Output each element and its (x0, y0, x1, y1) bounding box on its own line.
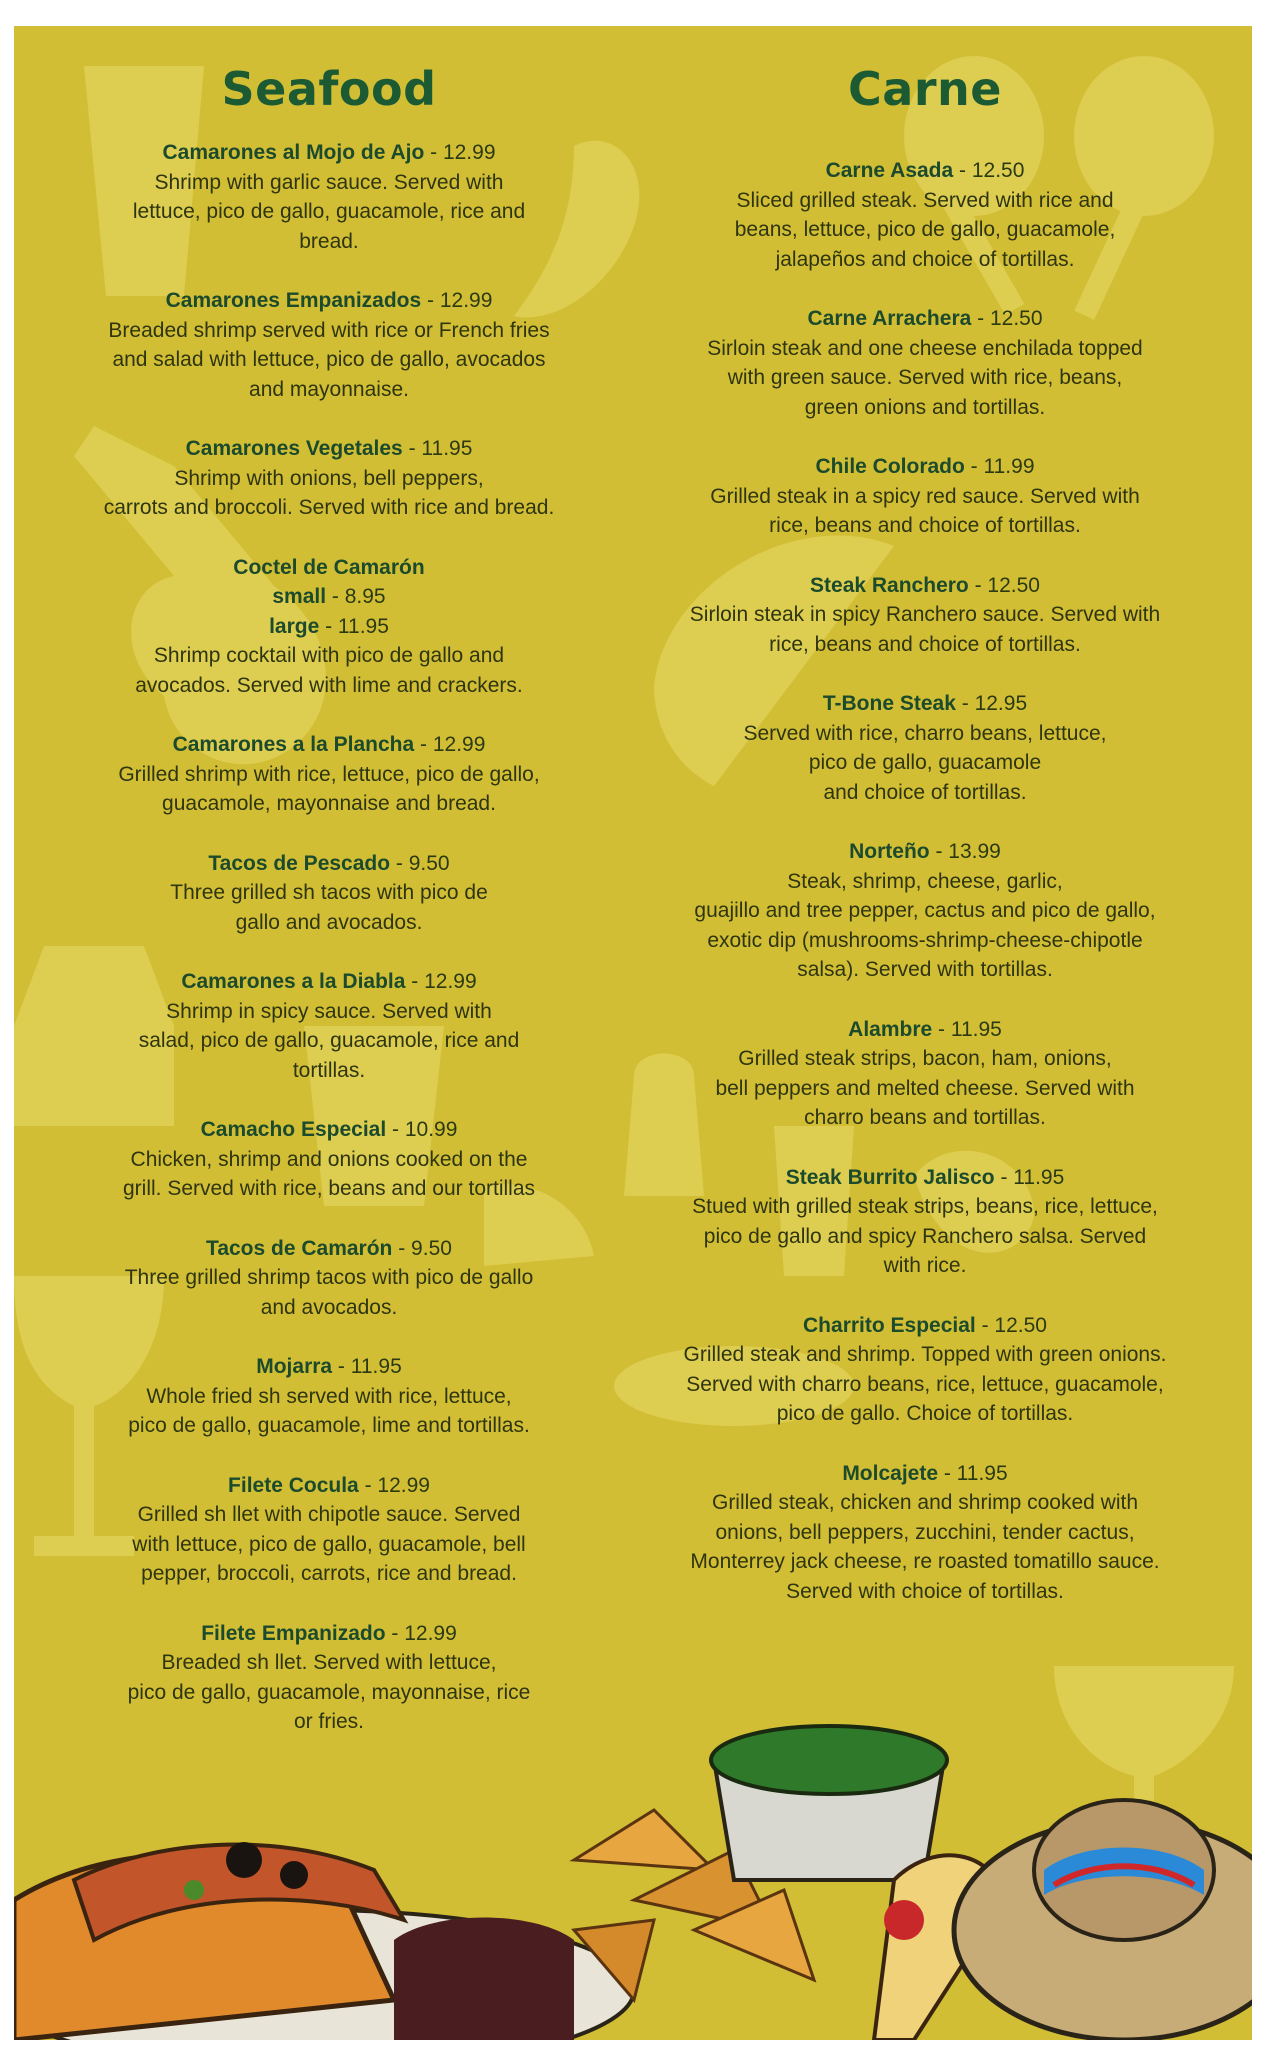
menu-item-name: Charrito Especial (803, 1313, 976, 1337)
menu-item (84, 730, 574, 819)
menu-item (660, 156, 1190, 274)
seafood-section (84, 62, 574, 1767)
menu-item-heading (84, 967, 574, 997)
menu-item-heading (660, 1015, 1190, 1045)
menu-item-name: Filete Empanizado (201, 1621, 386, 1645)
menu-item (84, 967, 574, 1085)
menu-item-description: Sliced grilled steak. Served with rice and beans, lettuce, pico de gallo, guacamole, jalapeños and choice of tortillas. (734, 188, 1116, 271)
menu-item-price: - 9.50 (392, 1236, 452, 1260)
menu-item-name: Carne Asada (825, 159, 954, 182)
menu-item-heading (660, 304, 1190, 334)
menu-item-name: Filete Cocula (228, 1473, 359, 1497)
menu-item-description: Chicken, shrimp and onions cooked on the grill. Served with rice, beans and our tortillas (122, 1147, 536, 1200)
menu-item-heading (84, 286, 574, 316)
menu-item-price: - 12.50 (975, 1313, 1047, 1337)
menu-item-price: - 12.99 (385, 1621, 457, 1645)
menu-item-name: Coctel de Camarón (233, 555, 425, 579)
menu-item-description: Shrimp with garlic sauce. Served with lettuce, pico de gallo, guacamole, rice and bread. (132, 170, 526, 253)
menu-item (660, 452, 1190, 541)
menu-item-heading (84, 1471, 574, 1501)
menu-item-name: Steak Burrito Jalisco (785, 1165, 995, 1189)
menu-item-price: - 12.50 (953, 159, 1025, 182)
menu-item (84, 286, 574, 404)
menu-item-heading (660, 1311, 1190, 1341)
menu-item (660, 689, 1190, 807)
carne-section (660, 62, 1190, 1636)
menu-item (84, 138, 574, 256)
menu-item-price: - 12.99 (424, 141, 496, 164)
menu-item (84, 434, 574, 523)
menu-item (84, 1234, 574, 1323)
carne-title: Carne (848, 62, 1002, 116)
seafood-title: Seafood (221, 62, 437, 116)
menu-item-name: Norteño (849, 840, 930, 863)
menu-item-price: - 11.95 (938, 1461, 1008, 1485)
menu-item (84, 1471, 574, 1589)
menu-item-description: Grilled steak strips, bacon, ham, onions, bell peppers and melted cheese. Served with charro beans and tortillas. (715, 1047, 1135, 1129)
menu-item-price: - 12.50 (971, 307, 1043, 330)
beans-icon (394, 1918, 574, 2041)
size-label: small (272, 585, 327, 608)
menu-item (84, 553, 574, 701)
menu-item-price: - 11.95 (332, 1355, 402, 1378)
carne-items (660, 156, 1190, 1606)
menu-item-price: - 12.50 (968, 573, 1040, 597)
menu-item (84, 1352, 574, 1441)
menu-item-description: Grilled sh llet with chipotle sauce. Served with lettuce, pico de gallo, guacamole, bell pepper, broccoli, carrots, rice and bread. (132, 1503, 526, 1585)
food-illustration (14, 1700, 1252, 2040)
sombrero-icon (954, 1800, 1252, 2040)
menu-item (84, 849, 574, 938)
menu-item-name: Camarones Vegetales (185, 437, 403, 460)
menu-item-description: Sirloin steak in spicy Ranchero sauce. Served with rice, beans and choice of tortillas. (689, 603, 1161, 656)
size-label: large (269, 614, 320, 638)
menu-item-heading (660, 1459, 1190, 1489)
menu-item-heading (84, 434, 574, 464)
menu-item-description: Whole fried sh served with rice, lettuce, pico de gallo, guacamole, lime and tortillas. (128, 1384, 530, 1437)
menu-item-price: - 11.95 (932, 1017, 1002, 1041)
menu-item-name: Steak Ranchero (810, 573, 969, 597)
menu-item-name: T-Bone Steak (822, 692, 956, 715)
menu-item-price: - 10.99 (386, 1118, 458, 1141)
menu-item-name: Camarones a la Plancha (172, 733, 415, 756)
menu-item-heading (84, 553, 574, 583)
seafood-items (84, 138, 574, 1737)
menu-item-price: - 12.99 (421, 289, 493, 312)
menu-item-description: Breaded shrimp served with rice or French fries and salad with lettuce, pico de gallo, avocados and mayonnaise. (108, 318, 550, 401)
menu-item-name: Camacho Especial (200, 1118, 387, 1141)
menu-item-description: Three grilled shrimp tacos with pico de gallo and avocados. (124, 1266, 534, 1319)
menu-item-price: - 11.95 (402, 437, 473, 460)
menu-item-heading (84, 1234, 574, 1264)
menu-item-description: Shrimp with onions, bell peppers, carrots and broccoli. Served with rice and bread. (103, 466, 555, 519)
menu-item-description: Shrimp in spicy sauce. Served with salad, pico de gallo, guacamole, rice and tortillas. (138, 999, 520, 1082)
menu-item (660, 571, 1190, 660)
menu-item-heading (84, 730, 574, 760)
menu-item-price: - 12.99 (405, 970, 477, 993)
menu-item-heading (84, 1115, 574, 1145)
menu-item-description: Served with rice, charro beans, lettuce, pico de gallo, guacamole and choice of tortillas. (743, 721, 1107, 804)
menu-item (660, 304, 1190, 422)
menu-item-price: - 13.99 (929, 840, 1001, 863)
menu-item-name: Camarones a la Diabla (181, 970, 406, 993)
menu-item-heading (84, 849, 574, 879)
menu-item-price: - 12.95 (955, 692, 1028, 715)
menu-item-name: Alambre (848, 1017, 933, 1041)
menu-item-price: - 12.99 (358, 1473, 430, 1497)
menu-item-description: Grilled steak, chicken and shrimp cooked with onions, bell peppers, zucchini, tender cactus, Monterrey jack cheese, re roasted tomatillo sauce. Served with choice of tortillas. (690, 1491, 1160, 1603)
menu-item-name: Camarones Empanizados (165, 289, 422, 312)
menu-item-name: Chile Colorado (815, 455, 965, 478)
menu-item-description: Grilled shrimp with rice, lettuce, pico de gallo, guacamole, mayonnaise and bread. (118, 762, 540, 815)
menu-item (660, 837, 1190, 985)
menu-item-size-option (84, 582, 574, 612)
menu-item-price: - 11.99 (964, 455, 1035, 478)
menu-item-description: Steak, shrimp, cheese, garlic, guajillo and tree pepper, cactus and pico de gallo, exotic dip (mushrooms-shrimp-cheese-chipotle salsa). Served with tortillas. (694, 869, 1156, 981)
menu-item-description: Sirloin steak and one cheese enchilada topped with green sauce. Served with rice, beans, green onions and tortillas. (707, 336, 1143, 419)
menu-item-name: Tacos de Pescado (208, 851, 391, 875)
menu-item-description: Breaded sh llet. Served with lettuce, pico de gallo, guacamole, mayonnaise, rice or fries. (127, 1651, 531, 1733)
menu-item (660, 1311, 1190, 1429)
menu-item-name: Mojarra (256, 1355, 333, 1378)
menu-item (660, 1163, 1190, 1281)
menu-item (660, 1015, 1190, 1133)
menu-item-name: Molcajete (842, 1461, 939, 1485)
menu-item-heading (660, 571, 1190, 601)
menu-item-price: - 11.95 (994, 1165, 1065, 1189)
menu-item-description: Grilled steak in a spicy red sauce. Served with rice, beans and choice of tortillas. (710, 484, 1140, 537)
menu-item-heading (660, 1163, 1190, 1193)
menu-item (84, 1115, 574, 1204)
size-price: - 8.95 (326, 585, 386, 608)
menu-item-heading (660, 452, 1190, 482)
size-price: - 11.95 (319, 614, 389, 638)
menu-item-heading (660, 837, 1190, 867)
menu-item-size-option (84, 612, 574, 642)
guacamole-bowl-icon (711, 1726, 947, 1880)
menu-item-description: Shrimp cocktail with pico de gallo and avocados. Served with lime and crackers. (135, 644, 523, 697)
menu-item-heading (84, 138, 574, 168)
menu-item-description: Stued with grilled steak strips, beans, rice, lettuce, pico de gallo and spicy Ranchero salsa. Served with rice. (692, 1195, 1158, 1277)
menu-item-name: Carne Arrachera (807, 307, 972, 330)
menu-item-heading (84, 1619, 574, 1649)
menu-item-heading (84, 1352, 574, 1382)
menu-page (14, 26, 1252, 2040)
menu-item-name: Tacos de Camarón (206, 1236, 393, 1260)
menu-item-heading (660, 689, 1190, 719)
menu-item-price: - 12.99 (414, 733, 486, 756)
menu-item-description: Grilled steak and shrimp. Topped with green onions. Served with charro beans, rice, lettuce, guacamole, pico de gallo. Choice of tortillas. (683, 1343, 1167, 1425)
menu-item-price: - 9.50 (390, 851, 450, 875)
menu-item-description: Three grilled sh tacos with pico de gallo and avocados. (170, 881, 488, 934)
menu-item-name: Camarones al Mojo de Ajo (162, 141, 425, 164)
menu-item (660, 1459, 1190, 1607)
menu-item-heading (660, 156, 1190, 186)
